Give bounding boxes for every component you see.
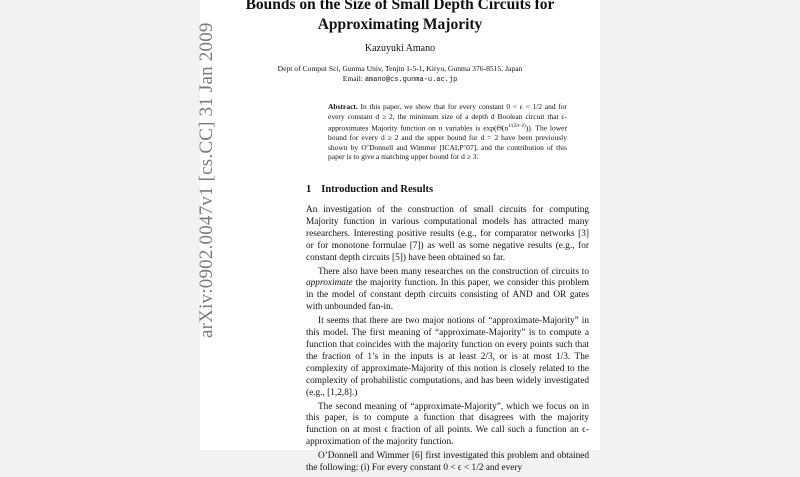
email-line: Email: amano@cs.gunma-u.ac.jp bbox=[342, 73, 458, 84]
paragraph: An investigation of the construction of small circuits for computing Majority function in various computational models has attracted many researchers. Interesting positive results (e.g., for comparator networks [3] or for monotone formulae [7]) as well as some negative results (e.g., for constant depth circuits [5]) have been obtained so far. bbox=[306, 205, 589, 263]
paper-title: Bounds on the Size of Small Depth Circuits for Approximating Majority bbox=[245, 0, 555, 33]
paragraph: The second meaning of “approximate-Majority”, which we focus on in this paper, is to compute a function that disagrees with the majority function on at most ϵ fraction of all points. We call such a function an ϵ-approximation of the majority function. bbox=[306, 401, 589, 448]
paragraph: There also have been many researches on the construction of circuits to approximate the majority function. In this paper, we consider this problem in the model of constant depth circuits consisting of AND and OR gates with unbounded fan-in. bbox=[306, 266, 589, 313]
section-heading: 1 Introduction and Results bbox=[306, 184, 434, 195]
email-address[interactable]: amano@cs.gunma-u.ac.jp bbox=[364, 75, 458, 84]
paragraph: It seems that there are two major notions of “approximate-Majority” in this model. The first meaning of “approximate-Majority” is to compute a function that coincides with the majority function on every points such that the fraction of 1’s in the inputs is at least 2/3, or is at most 1/3. The complexity of approximate-Majority of this notion is closely related to the complexity of probabilistic computations, and has been widely investigated (e.g., [1,2,8].) bbox=[306, 316, 589, 398]
paper-page bbox=[200, 0, 600, 474]
paragraph: O’Donnell and Wimmer [6] first investigated this problem and obtained the following: (i) For every constant 0 < ϵ < 1/2 and every bbox=[306, 451, 589, 474]
abstract-label: Abstract. bbox=[328, 102, 358, 111]
body-text bbox=[306, 205, 589, 477]
author-name: Kazuyuki Amano bbox=[364, 43, 436, 54]
affiliation: Dept of Comput Sci, Gunma Univ, Tenjin 1-5-1, Kiryu, Gunma 376-8515, Japan Email: amano@cs.gunma-u.ac.jp bbox=[200, 64, 600, 85]
abstract: Abstract. In this paper, we show that for every constant 0 < ϵ < 1/2 and for every constant d ≥ 2, the minimum size of a depth d Boolean circuit that ϵ-approximates Majority function on n variables is $\exp(\Theta(n^{1/(2d-2)}))$. The lower bound for every d ≥ 2 and the upper bound for d = 2 have been previously shown by O’Donnell and Wimmer [ICALP’07], and the contribution of this paper is to give a matching upper bound for d ≥ 3. bbox=[328, 102, 568, 162]
